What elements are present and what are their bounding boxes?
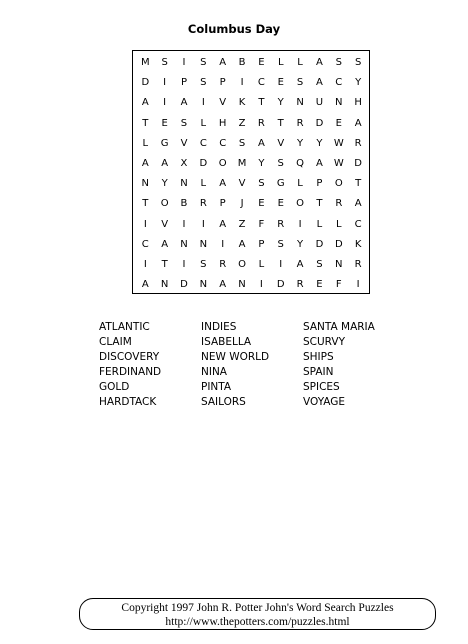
grid-letter: U xyxy=(315,97,324,109)
grid-letter: I xyxy=(201,218,205,230)
grid-letter: R xyxy=(354,137,362,149)
grid-letter: I xyxy=(163,97,167,109)
grid-letter: N xyxy=(160,279,169,291)
grid-letter: I xyxy=(221,238,225,250)
grid-letter: H xyxy=(218,117,227,129)
word-list-item: PINTA xyxy=(201,381,232,393)
grid-letter: C xyxy=(219,137,227,149)
grid-letter: Y xyxy=(355,77,362,89)
grid-letter: T xyxy=(258,97,265,109)
grid-letter: I xyxy=(182,218,186,230)
grid-letter: A xyxy=(238,238,246,250)
grid-letter: S xyxy=(277,238,284,250)
grid-letter: N xyxy=(180,238,188,250)
grid-letter: N xyxy=(141,178,150,190)
grid-letter: E xyxy=(277,198,284,210)
grid-letter: S xyxy=(354,57,362,68)
grid-letter: L xyxy=(297,57,303,68)
grid-letter: D xyxy=(276,279,285,291)
word-list-item: GOLD xyxy=(99,381,130,393)
grid-letter: S xyxy=(316,259,323,270)
grid-letter: D xyxy=(199,158,208,169)
grid-letter: M xyxy=(140,57,150,68)
grid-letter: Y xyxy=(277,97,284,109)
grid-letter: R xyxy=(219,259,227,270)
grid-letter: N xyxy=(180,178,188,190)
grid-letter: T xyxy=(316,198,323,210)
grid-letter: A xyxy=(354,198,362,210)
grid-letter: I xyxy=(163,77,167,89)
grid-letter: I xyxy=(143,259,147,270)
grid-letter: O xyxy=(296,198,305,210)
grid-letter: I xyxy=(143,218,147,230)
grid-letter: A xyxy=(316,158,323,169)
grid-letter: S xyxy=(200,77,207,89)
word-list-item: VOYAGE xyxy=(303,396,346,408)
grid-letter: R xyxy=(335,198,343,210)
grid-letter: V xyxy=(219,97,227,109)
grid-letter: O xyxy=(218,158,227,169)
grid-letter: F xyxy=(258,218,265,230)
grid-letter: A xyxy=(219,57,227,68)
grid-letter: A xyxy=(219,178,227,190)
word-list-item: NEW WORLD xyxy=(201,351,270,363)
grid-letter: A xyxy=(219,218,227,230)
grid-letter: I xyxy=(201,97,205,109)
grid-letter: S xyxy=(238,137,246,149)
grid-letter: C xyxy=(141,238,149,250)
grid-letter: A xyxy=(257,137,265,149)
grid-letter: S xyxy=(180,117,188,129)
grid-letter: O xyxy=(334,178,343,190)
grid-letter: P xyxy=(219,198,226,210)
grid-letter: V xyxy=(161,218,169,230)
grid-letter: C xyxy=(257,77,265,89)
grid-letter: L xyxy=(297,178,303,190)
grid-letter: H xyxy=(354,97,362,109)
puzzles-link[interactable]: http://www.thepotters.com/puzzles.html xyxy=(165,616,350,628)
word-list-item: SPAIN xyxy=(303,366,334,378)
word-list-item: ISABELLA xyxy=(201,336,252,348)
grid-letter: G xyxy=(160,137,169,149)
word-list-item: NINA xyxy=(201,366,227,378)
grid-letter: W xyxy=(333,137,344,149)
grid-letter: I xyxy=(182,259,186,270)
grid-letter: L xyxy=(316,218,323,230)
grid-letter: A xyxy=(180,97,188,109)
grid-letter: B xyxy=(238,57,246,68)
grid-letter: A xyxy=(141,97,149,109)
grid-letter: N xyxy=(335,259,343,270)
grid-letter: E xyxy=(258,57,265,68)
grid-letter: I xyxy=(259,279,263,291)
grid-letter: N xyxy=(296,97,304,109)
grid-letter: E xyxy=(335,117,342,129)
grid-letter: T xyxy=(142,198,149,210)
word-list-item: CLAIM xyxy=(99,336,132,348)
grid-letter: R xyxy=(354,259,362,270)
copyright-box xyxy=(79,598,436,630)
grid-letter: Z xyxy=(238,117,246,129)
grid-letter: G xyxy=(276,178,285,190)
grid-letter: T xyxy=(161,259,168,270)
grid-letter: S xyxy=(161,57,168,68)
grid-letter: J xyxy=(240,198,244,210)
word-list-item: SANTA MARIA xyxy=(303,321,375,333)
word-list-item: SHIPS xyxy=(303,351,334,363)
grid-letter: I xyxy=(356,279,360,291)
grid-letter: I xyxy=(298,218,302,230)
grid-letter: R xyxy=(296,279,304,291)
grid-letter: V xyxy=(277,137,285,149)
grid-letter: N xyxy=(238,279,246,291)
grid-letter: C xyxy=(354,218,362,230)
grid-letter: M xyxy=(237,158,247,169)
grid-letter: P xyxy=(219,77,226,89)
grid-letter: L xyxy=(200,117,207,129)
grid-letter: E xyxy=(258,198,265,210)
grid-letter: A xyxy=(316,57,323,68)
copyright-text: Copyright 1997 John R. Potter John's Word Search Puzzles xyxy=(121,602,394,614)
grid-letter: A xyxy=(296,259,304,270)
grid-letter: S xyxy=(296,77,304,89)
grid-letter: K xyxy=(354,238,362,250)
grid-letter: T xyxy=(142,117,149,129)
grid-letter: W xyxy=(333,158,344,169)
grid-letter: L xyxy=(277,57,284,68)
word-list-item: ATLANTIC xyxy=(99,321,150,333)
word-list-item: DISCOVERY xyxy=(99,351,160,363)
grid-letter: A xyxy=(316,77,323,89)
grid-letter: S xyxy=(200,259,207,270)
grid-letter: I xyxy=(182,57,186,68)
grid-letter: Y xyxy=(297,137,304,149)
grid-letter: S xyxy=(335,57,342,68)
grid-letter: Y xyxy=(258,158,265,169)
letter-grid xyxy=(132,50,370,294)
grid-letter: D xyxy=(334,238,343,250)
grid-letter: I xyxy=(240,77,244,89)
grid-letter: A xyxy=(161,238,169,250)
grid-letter: D xyxy=(141,77,150,89)
grid-letter: T xyxy=(355,178,362,190)
grid-letter: R xyxy=(257,117,265,129)
grid-letter: Z xyxy=(238,218,246,230)
grid-letter: D xyxy=(354,158,362,169)
grid-letter: Y xyxy=(297,238,304,250)
grid-letter: R xyxy=(296,117,304,129)
grid-letter: E xyxy=(316,279,323,291)
grid-letter: X xyxy=(180,158,188,169)
grid-letter: S xyxy=(200,57,207,68)
grid-letter: Y xyxy=(161,178,168,190)
grid-letter: L xyxy=(200,178,207,190)
grid-letter: N xyxy=(199,238,208,250)
word-list-item: FERDINAND xyxy=(99,366,162,378)
word-list-item: SAILORS xyxy=(201,396,246,408)
grid-letter: A xyxy=(141,279,149,291)
grid-letter: I xyxy=(279,259,283,270)
grid-letter: O xyxy=(160,198,169,210)
grid-letter: D xyxy=(180,279,188,291)
grid-letter: O xyxy=(238,259,246,270)
puzzle-title: Columbus Day xyxy=(187,22,281,36)
word-list-item: INDIES xyxy=(201,321,237,333)
grid-letter: A xyxy=(354,117,362,129)
word-list-item: HARDTACK xyxy=(99,396,157,408)
grid-letter: C xyxy=(335,77,343,89)
grid-letter: A xyxy=(161,158,169,169)
grid-letter: F xyxy=(335,279,342,291)
grid-letter: V xyxy=(238,178,246,190)
grid-letter: T xyxy=(277,117,284,129)
grid-letter: V xyxy=(180,137,188,149)
grid-letter: K xyxy=(238,97,246,109)
grid-letter: B xyxy=(180,198,188,210)
grid-letter: E xyxy=(277,77,284,89)
grid-letter: Q xyxy=(296,158,305,169)
grid-letter: L xyxy=(142,137,149,149)
grid-letter: S xyxy=(277,158,284,169)
grid-letter: Y xyxy=(316,137,323,149)
grid-letter: R xyxy=(277,218,285,230)
grid-letter: A xyxy=(141,158,149,169)
grid-letter: E xyxy=(161,117,168,129)
word-list-item: SPICES xyxy=(303,381,340,393)
grid-letter: A xyxy=(219,279,227,291)
grid-letter: L xyxy=(336,218,342,230)
word-list-item: SCURVY xyxy=(303,336,345,348)
grid-letter: C xyxy=(199,137,207,149)
grid-letter: R xyxy=(199,198,207,210)
grid-letter: P xyxy=(180,77,187,89)
grid-letter: P xyxy=(258,238,265,250)
grid-letter: P xyxy=(316,178,323,190)
grid-letter: S xyxy=(258,178,265,190)
grid-letter: D xyxy=(315,117,324,129)
grid-letter: N xyxy=(335,97,343,109)
grid-letter: L xyxy=(258,259,265,270)
grid-letter: N xyxy=(199,279,208,291)
grid-letter: D xyxy=(315,238,324,250)
